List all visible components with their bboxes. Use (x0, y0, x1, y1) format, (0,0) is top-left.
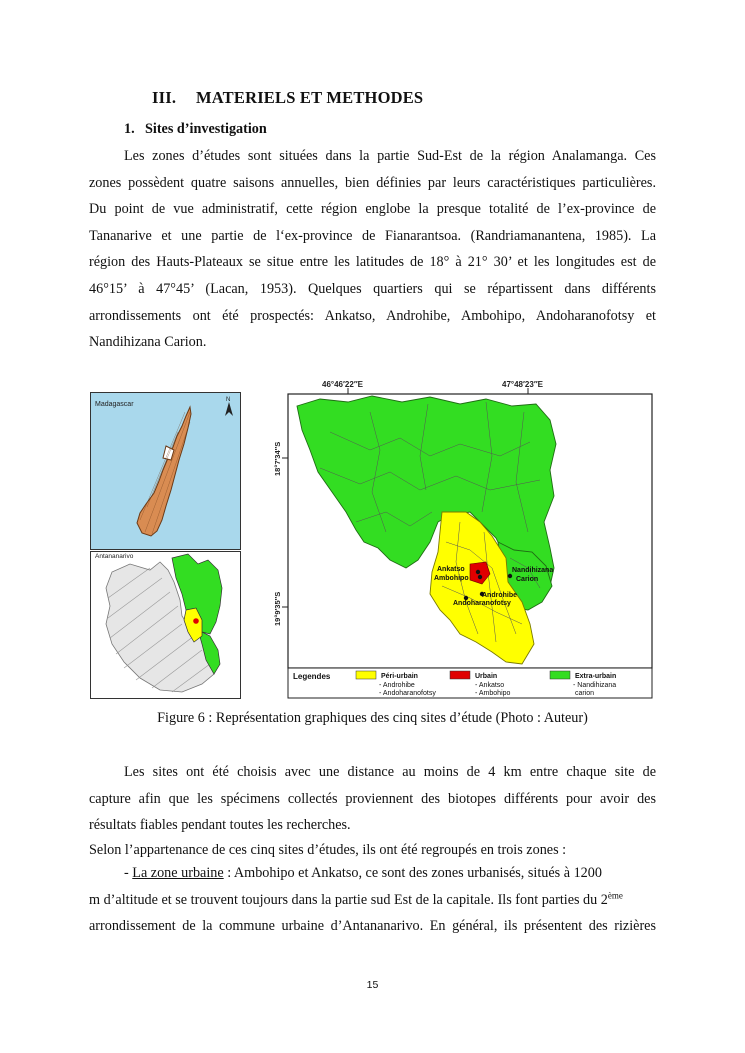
legend-swatch-urban (450, 671, 470, 679)
text-line: Nandihizana Carion. (89, 334, 207, 351)
text-line: région des Hauts-Plateaux se situe entre les latitudes de 18° à 21° 30’ et les longitudes est de (89, 254, 656, 271)
legend-title: Legendes (293, 672, 331, 681)
site-marker-ankatso (476, 570, 480, 574)
section-number: III. (152, 88, 177, 107)
north-label: N (226, 397, 231, 403)
text-line: zones possèdent quatre saisons annuelles, bien définies par leurs caractéristiques particulières. (89, 174, 656, 191)
page-number: 15 (366, 979, 379, 991)
text-line: Les sites ont été choisis avec une distance au moins de 4 km entre chaque site de (124, 764, 656, 780)
site-label-ankatso: Ankatso (437, 566, 465, 573)
site-label-ambohipo: Ambohipo (434, 575, 469, 582)
madagascar-label: Madagascar (95, 401, 134, 408)
antananarivo-label: Antananarivo (95, 553, 134, 560)
lat-label-south: 19°9′35″S (273, 591, 282, 626)
text-line (89, 887, 656, 914)
site-label-andoharanofotsy: Andoharanofotsy (453, 600, 511, 607)
term-urban-zone: La zone urbaine (132, 865, 224, 881)
text-line: arrondissement de la commune urbaine d’Antananarivo. En général, ils présentent des rizières (89, 918, 656, 935)
text-line (89, 860, 656, 887)
site-marker-ambohipo (478, 575, 482, 579)
text-line: capture afin que les spécimens collectés proviennent des biotopes différents pour avoir des (89, 790, 656, 807)
inset-urban-marker (193, 618, 199, 624)
text-line: Tananarive et une partie de l‘ex-province de Fianarantsoa. (Randriamanantena, 1985). La (89, 227, 656, 244)
site-label-androhibe: Androhibe (482, 592, 517, 599)
legend-peri-site: - Andoharanofotsy (379, 690, 436, 697)
legend-extra-site: carion (575, 690, 595, 697)
text-segment: m d’altitude et se trouvent toujours dans la partie sud Est de la capitale. Ils font parties du 2 (89, 891, 608, 908)
list-dash: - (124, 865, 133, 881)
legend-urban-label: Urbain (475, 673, 498, 680)
text-line: Du point de vue administratif, cette région englobe la presque totalité de l’ex-province de (89, 201, 656, 218)
site-label-carion: Carion (516, 576, 539, 583)
paragraph-sites (89, 143, 656, 356)
legend-extra-site: - Nandihizana (573, 682, 617, 689)
lat-label-north: 18°7′34″S (273, 441, 282, 476)
text-line: arrondissements ont été prospectés: Ankatso, Androhibe, Ambohipo, Andoharanofotsy et (89, 307, 656, 324)
text-line: Les zones d’études sont situées dans la partie Sud-Est de la région Analamanga. Ces (124, 148, 656, 164)
text-line: résultats fiables pendant toutes les recherches. (89, 817, 351, 834)
section-title: MATERIELS ET METHODES (196, 88, 424, 107)
superscript: ème (607, 889, 623, 900)
figure-caption: Figure 6 : Représentation graphiques des cinq sites d’étude (Photo : Auteur) (157, 710, 588, 726)
legend-urban-site: - Ambohipo (475, 690, 511, 697)
subsection-heading (124, 121, 267, 138)
legend-peri-site: - Androhibe (379, 682, 415, 689)
legend-extra-label: Extra-urbain (575, 673, 617, 680)
legend-swatch-peri (356, 671, 376, 679)
legend-peri-label: Péri-urbain (381, 673, 418, 680)
text-line: Selon l’appartenance de ces cinq sites d’études, ils ont été regroupés en trois zones : (89, 841, 567, 858)
lon-label-west: 46°46′22″E (322, 380, 363, 389)
text-line: 46°15’ à 47°45’ (Lacan, 1953). Quelques quartiers qui se répartissent dans différents (89, 280, 656, 297)
paragraph-site-selection (89, 759, 656, 861)
paragraph-urban-zone (89, 860, 656, 940)
section-heading (152, 88, 423, 108)
text-segment: : Ambohipo et Ankatso, ce sont des zones urbanisés, situés à 1200 (223, 865, 602, 881)
site-marker-nandihizana (508, 574, 512, 578)
main-map (260, 372, 660, 700)
inset-maps (90, 392, 242, 700)
legend-urban-site: - Ankatso (475, 682, 505, 689)
lon-label-east: 47°48′23″E (502, 380, 543, 389)
site-label-nandihizana: Nandihizana (512, 567, 554, 574)
subsection-number: 1. (124, 121, 135, 137)
subsection-title: Sites d’investigation (145, 121, 267, 137)
legend-swatch-extra (550, 671, 570, 679)
